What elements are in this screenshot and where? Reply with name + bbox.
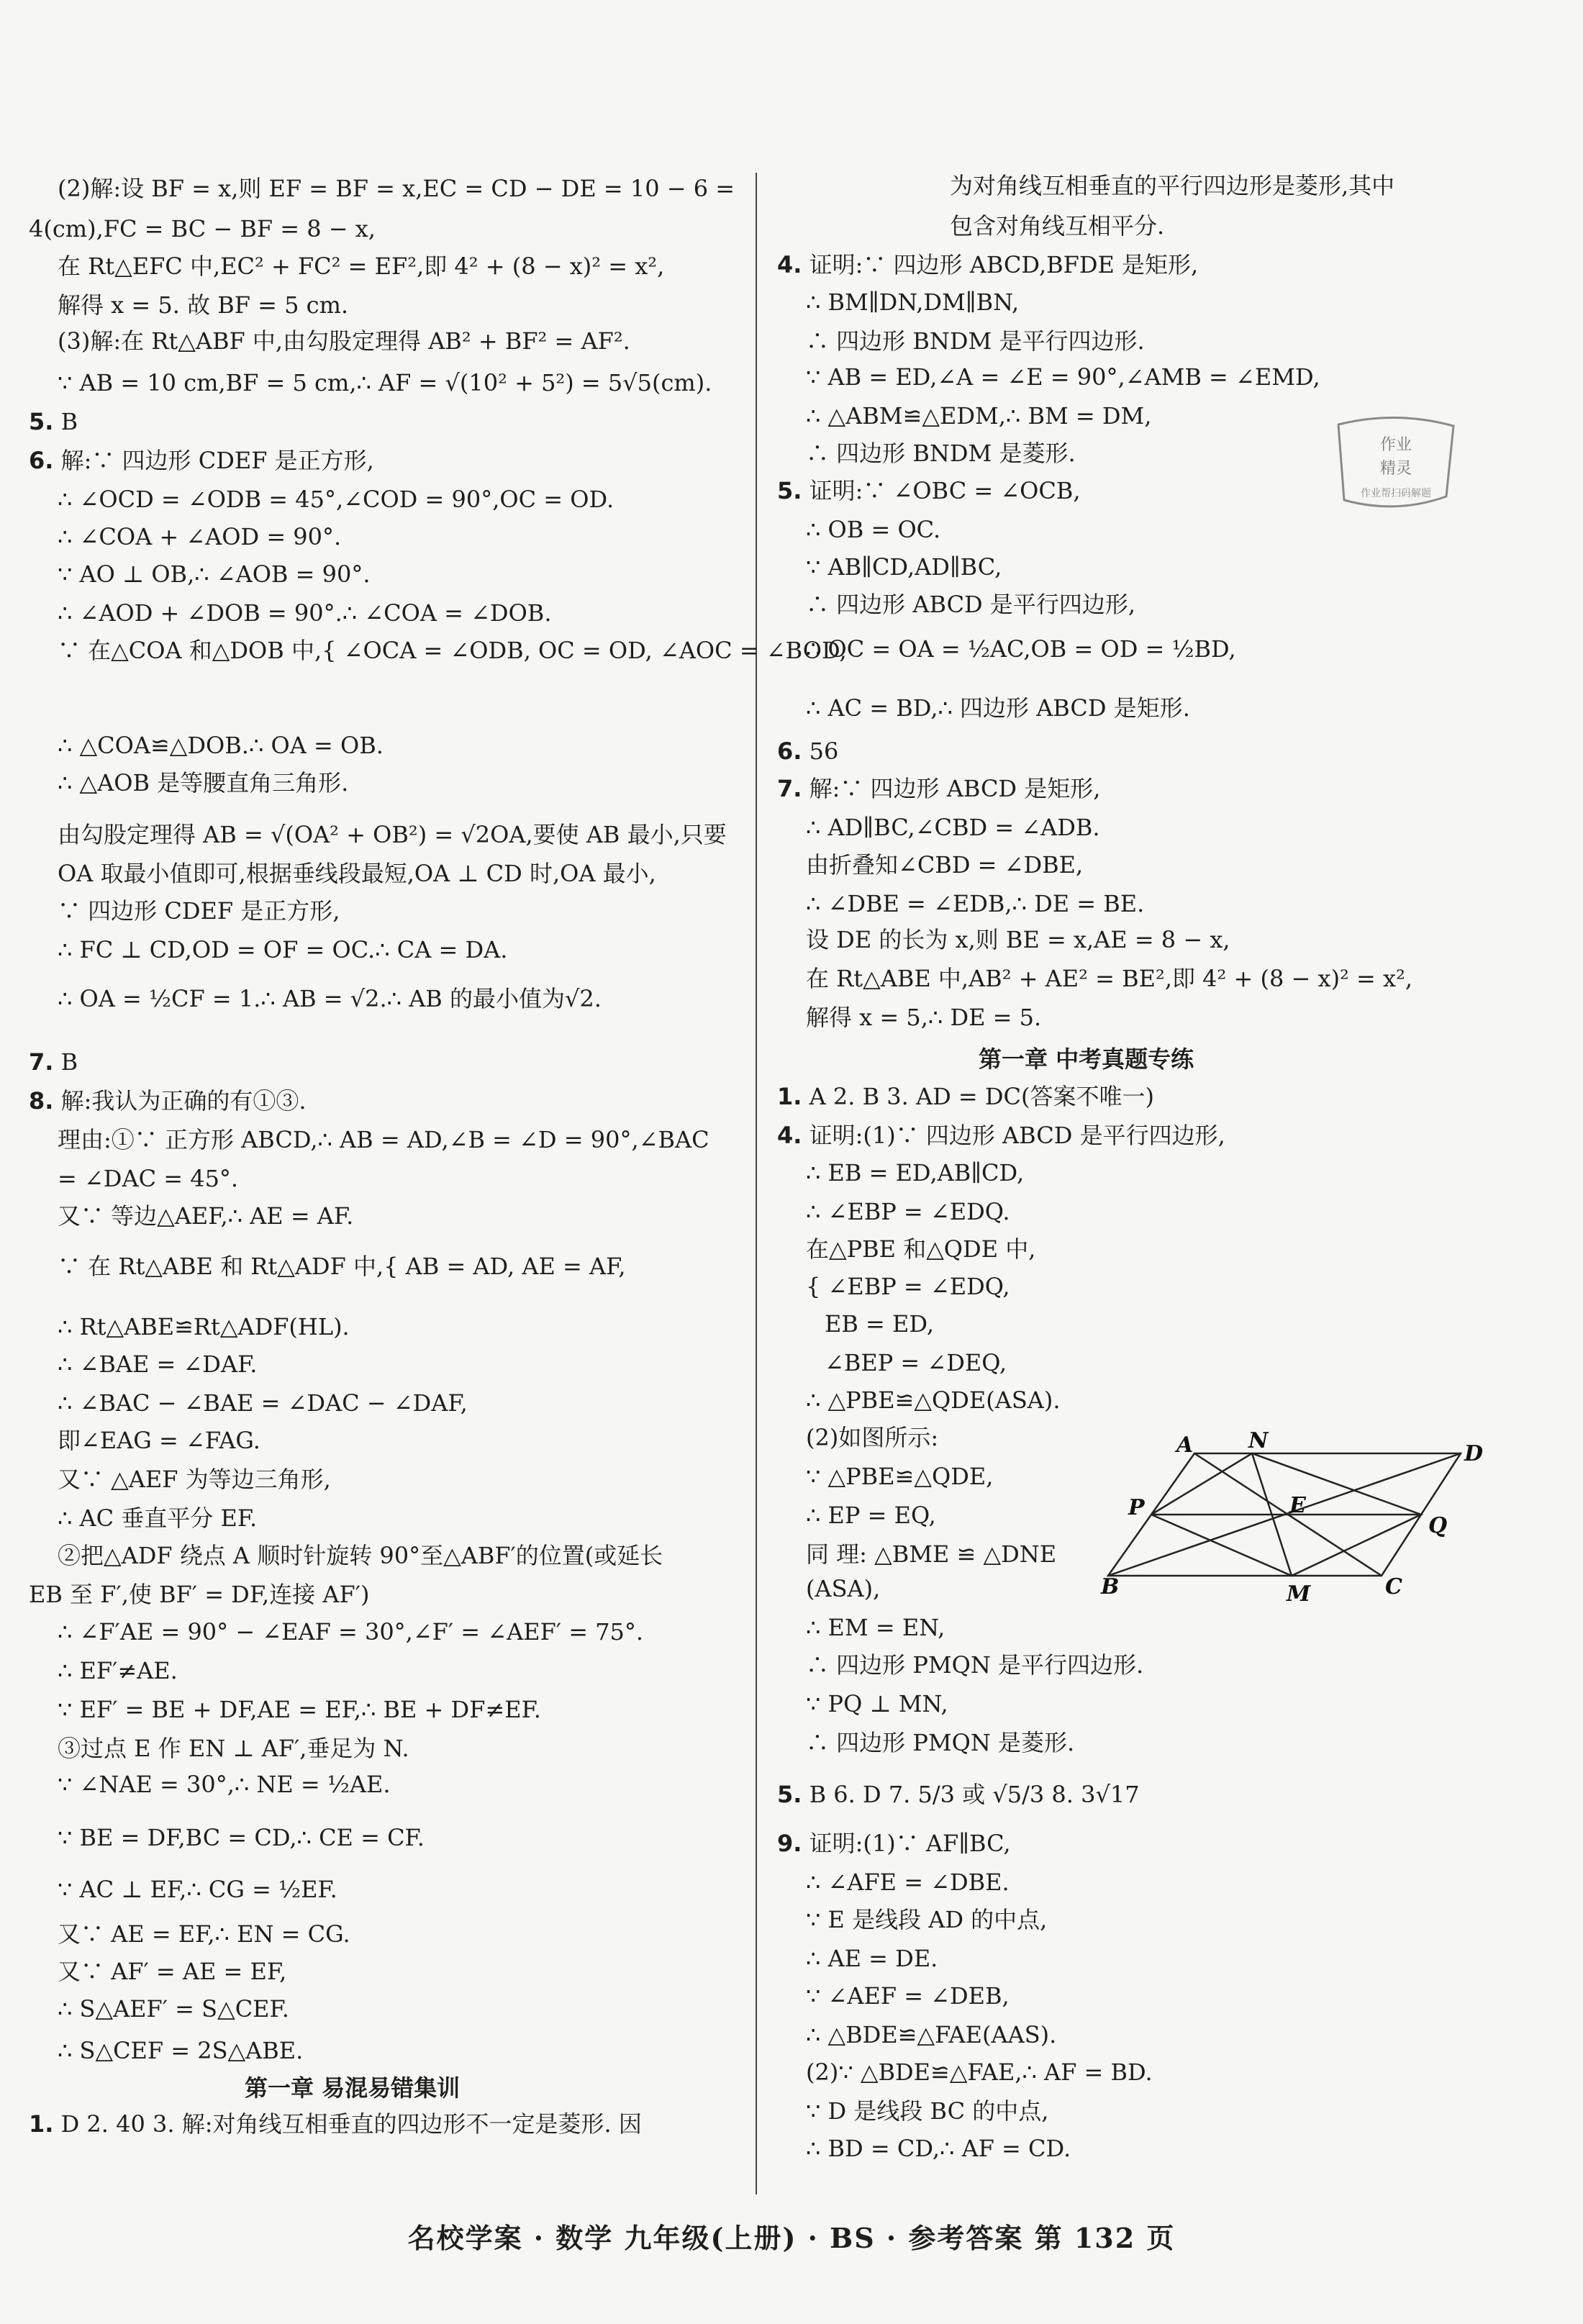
- text-line: 又∵ △AEF 为等边三角形,: [58, 1466, 331, 1493]
- stamp-line3: 作业帮扫码解题: [1361, 488, 1431, 499]
- text-line: (2)如图所示:: [806, 1424, 939, 1451]
- text-line: ∴ AC 垂直平分 EF.: [58, 1504, 258, 1532]
- text-line: 即∠EAG = ∠FAG.: [58, 1427, 260, 1454]
- text-line: ∴ ∠BAE = ∠DAF.: [58, 1351, 258, 1378]
- stamp-line1: 作业: [1379, 436, 1412, 454]
- text-line: 包含对角线互相平分.: [950, 212, 1165, 240]
- text-line: 解得 x = 5,∴ DE = 5.: [806, 1004, 1042, 1031]
- label-A: A: [1176, 1433, 1194, 1458]
- text-line: 第一章 中考真题专练: [979, 1045, 1194, 1073]
- text-line: ∴ △ABM≌△EDM,∴ BM = DM,: [806, 402, 1152, 430]
- text-line: ∴ EB = ED,AB∥CD,: [806, 1159, 1025, 1186]
- text-line: ∵ △PBE≌△QDE,: [806, 1463, 994, 1490]
- text-line: ∴ 四边形 ABCD 是平行四边形,: [806, 591, 1136, 618]
- label-E: E: [1289, 1493, 1306, 1518]
- text-line: 由折叠知∠CBD = ∠DBE,: [806, 851, 1084, 879]
- column-divider: [756, 173, 757, 2194]
- text-line: (ASA),: [806, 1575, 881, 1602]
- text-line: 在 Rt△ABE 中,AB² + AE² = BE²,即 4² + (8 − x)² = x²,: [806, 965, 1413, 992]
- text-line: ∴ EF′≠AE.: [58, 1657, 178, 1684]
- text-line: ∴ ∠BAC − ∠BAE = ∠DAC − ∠DAF,: [58, 1389, 468, 1417]
- text-line: ∵ 四边形 CDEF 是正方形,: [58, 897, 340, 925]
- label-N: N: [1248, 1428, 1269, 1453]
- text-line: 1. A 2. B 3. AD = DC(答案不唯一): [777, 1083, 1155, 1110]
- text-line: ∵ AB = ED,∠A = ∠E = 90°,∠AMB = ∠EMD,: [806, 363, 1320, 391]
- text-line: ∵ AB∥CD,AD∥BC,: [806, 553, 1002, 581]
- stamp-line2: 精灵: [1379, 460, 1412, 478]
- text-line: 理由:①∵ 正方形 ABCD,∴ AB = AD,∠B = ∠D = 90°,∠BAC: [58, 1126, 709, 1153]
- text-line: ∴ EM = EN,: [806, 1614, 945, 1641]
- text-line: ∴ △PBE≌△QDE(ASA).: [806, 1386, 1061, 1414]
- text-line: ∴ 四边形 BNDM 是菱形.: [806, 440, 1076, 467]
- text-line: ∴ OB = OC.: [806, 516, 941, 543]
- label-P: P: [1128, 1495, 1145, 1520]
- text-line: ∵ AO ⊥ OB,∴ ∠AOB = 90°.: [58, 560, 371, 588]
- text-line: (2)解:设 BF = x,则 EF = BF = x,EC = CD − DE = 10 − 6 =: [58, 175, 735, 202]
- label-M: M: [1287, 1581, 1311, 1607]
- text-line: ∴ OC = OA = ½AC,OB = OD = ½BD,: [806, 635, 1236, 663]
- text-line: ∵ AB = 10 cm,BF = 5 cm,∴ AF = √(10² + 5²) = 5√5(cm).: [58, 369, 712, 396]
- text-line: ∴ AC = BD,∴ 四边形 ABCD 是矩形.: [806, 694, 1190, 722]
- text-line: ∴ S△CEF = 2S△ABE.: [58, 2037, 304, 2064]
- text-line: ∴ 四边形 PMQN 是平行四边形.: [806, 1651, 1144, 1679]
- text-line: ∴ ∠DBE = ∠EDB,∴ DE = BE.: [806, 890, 1145, 917]
- text-line: ∴ BM∥DN,DM∥BN,: [806, 289, 1020, 316]
- watermark-stamp: [1324, 410, 1468, 518]
- text-line: ∵ D 是线段 BC 的中点,: [806, 2097, 1049, 2125]
- text-line: ∵ EF′ = BE + DF,AE = EF,∴ BE + DF≠EF.: [58, 1696, 541, 1723]
- text-line: 7. 解:∵ 四边形 ABCD 是矩形,: [777, 775, 1101, 802]
- text-line: ∵ 在 Rt△ABE 和 Rt△ADF 中,{ AB = AD, AE = AF,: [58, 1253, 626, 1280]
- text-line: 5. 证明:∵ ∠OBC = ∠OCB,: [777, 477, 1081, 504]
- text-line: EB 至 F′,使 BF′ = DF,连接 AF′): [29, 1581, 370, 1608]
- text-line: 8. 解:我认为正确的有①③.: [29, 1087, 307, 1115]
- label-C: C: [1385, 1574, 1402, 1599]
- text-line: ∴ Rt△ABE≌Rt△ADF(HL).: [58, 1313, 350, 1340]
- text-line: ∴ △COA≌△DOB.∴ OA = OB.: [58, 732, 384, 759]
- text-line: ∴ ∠COA + ∠AOD = 90°.: [58, 523, 342, 550]
- text-line: ∴ 四边形 PMQN 是菱形.: [806, 1729, 1075, 1756]
- text-line: EB = ED,: [825, 1310, 935, 1338]
- text-line: 9. 证明:(1)∵ AF∥BC,: [777, 1830, 1011, 1857]
- text-line: ∴ AD∥BC,∠CBD = ∠ADB.: [806, 814, 1100, 841]
- text-line: ∵ PQ ⊥ MN,: [806, 1690, 948, 1717]
- label-D: D: [1464, 1441, 1484, 1466]
- text-line: ∠BEP = ∠DEQ,: [825, 1349, 1007, 1376]
- text-line: ∴ ∠AFE = ∠DBE.: [806, 1869, 1010, 1896]
- text-line: ∴ ∠EBP = ∠EDQ.: [806, 1198, 1010, 1225]
- text-line: ∴ △AOB 是等腰直角三角形.: [58, 769, 349, 796]
- text-line: ∴ BD = CD,∴ AF = CD.: [806, 2135, 1071, 2162]
- text-line: { ∠EBP = ∠EDQ,: [806, 1273, 1010, 1300]
- text-line: ∴ ∠AOD + ∠DOB = 90°.∴ ∠COA = ∠DOB.: [58, 599, 552, 627]
- text-line: 为对角线互相垂直的平行四边形是菱形,其中: [950, 172, 1395, 199]
- text-line: 1. D 2. 40 3. 解:对角线互相垂直的四边形不一定是菱形. 因: [29, 2110, 642, 2138]
- label-B: B: [1101, 1574, 1120, 1599]
- text-line: ∴ FC ⊥ CD,OD = OF = OC.∴ CA = DA.: [58, 936, 508, 963]
- text-line: ∵ ∠NAE = 30°,∴ NE = ½AE.: [58, 1771, 391, 1798]
- text-line: 由勾股定理得 AB = √(OA² + OB²) = √2OA,要使 AB 最小,只要: [58, 821, 727, 848]
- text-line: 同 理: △BME ≌ △DNE: [806, 1540, 1057, 1568]
- text-line: ∵ 在△COA 和△DOB 中,{ ∠OCA = ∠ODB, OC = OD, ∠AOC = ∠BOD,: [58, 637, 847, 664]
- rhombus-figure: [1101, 1428, 1484, 1607]
- text-line: ③过点 E 作 EN ⊥ AF′,垂足为 N.: [58, 1735, 409, 1762]
- text-line: ∵ AC ⊥ EF,∴ CG = ½EF.: [58, 1876, 337, 1903]
- text-line: = ∠DAC = 45°.: [58, 1165, 239, 1192]
- text-line: 又∵ 等边△AEF,∴ AE = AF.: [58, 1202, 354, 1230]
- text-line: ∴ AE = DE.: [806, 1945, 938, 1972]
- text-line: 又∵ AE = EF,∴ EN = CG.: [58, 1920, 350, 1948]
- text-line: 第一章 易混易错集训: [245, 2074, 461, 2102]
- page-footer: 名校学案 · 数学 九年级(上册) · BS · 参考答案 第 132 页: [407, 2222, 1176, 2254]
- text-line: 7. B: [29, 1048, 78, 1076]
- text-line: 6. 解:∵ 四边形 CDEF 是正方形,: [29, 447, 374, 474]
- text-line: ∴ ∠OCD = ∠ODB = 45°,∠COD = 90°,OC = OD.: [58, 486, 614, 513]
- text-line: ∵ ∠AEF = ∠DEB,: [806, 1982, 1010, 2010]
- text-line: ∵ E 是线段 AD 的中点,: [806, 1906, 1048, 1933]
- text-line: (2)∵ △BDE≌△FAE,∴ AF = BD.: [806, 2059, 1153, 2086]
- text-line: 解得 x = 5. 故 BF = 5 cm.: [58, 291, 349, 319]
- text-line: (3)解:在 Rt△ABF 中,由勾股定理得 AB² + BF² = AF².: [58, 327, 630, 355]
- text-line: 4. 证明:∵ 四边形 ABCD,BFDE 是矩形,: [777, 251, 1199, 278]
- text-line: ∴ △BDE≌△FAE(AAS).: [806, 2021, 1057, 2048]
- text-line: 5. B 6. D 7. 5/3 或 √5/3 8. 3√17: [777, 1781, 1140, 1808]
- text-line: ∴ EP = EQ,: [806, 1502, 936, 1529]
- text-line: 在 Rt△EFC 中,EC² + FC² = EF²,即 4² + (8 − x)² = x²,: [58, 253, 665, 280]
- text-line: 6. 56: [777, 737, 839, 765]
- text-line: 在△PBE 和△QDE 中,: [806, 1235, 1036, 1263]
- text-line: 5. B: [29, 408, 78, 435]
- label-Q: Q: [1428, 1513, 1448, 1538]
- text-line: OA 取最小值即可,根据垂线段最短,OA ⊥ CD 时,OA 最小,: [58, 860, 656, 887]
- text-line: 4. 证明:(1)∵ 四边形 ABCD 是平行四边形,: [777, 1122, 1225, 1149]
- text-line: ∴ S△AEF′ = S△CEF.: [58, 1995, 289, 2023]
- text-line: ∴ OA = ½CF = 1.∴ AB = √2.∴ AB 的最小值为√2.: [58, 985, 602, 1012]
- text-line: ∴ ∠F′AE = 90° − ∠EAF = 30°,∠F′ = ∠AEF′ = 75°.: [58, 1618, 644, 1646]
- text-line: ∵ BE = DF,BC = CD,∴ CE = CF.: [58, 1824, 425, 1851]
- text-line: ∴ 四边形 BNDM 是平行四边形.: [806, 327, 1145, 355]
- text-line: 又∵ AF′ = AE = EF,: [58, 1958, 287, 1985]
- text-line: 设 DE 的长为 x,则 BE = x,AE = 8 − x,: [806, 926, 1230, 953]
- text-line: ②把△ADF 绕点 A 顺时针旋转 90°至△ABF′的位置(或延长: [58, 1542, 663, 1569]
- text-line: 4(cm),FC = BC − BF = 8 − x,: [29, 215, 376, 242]
